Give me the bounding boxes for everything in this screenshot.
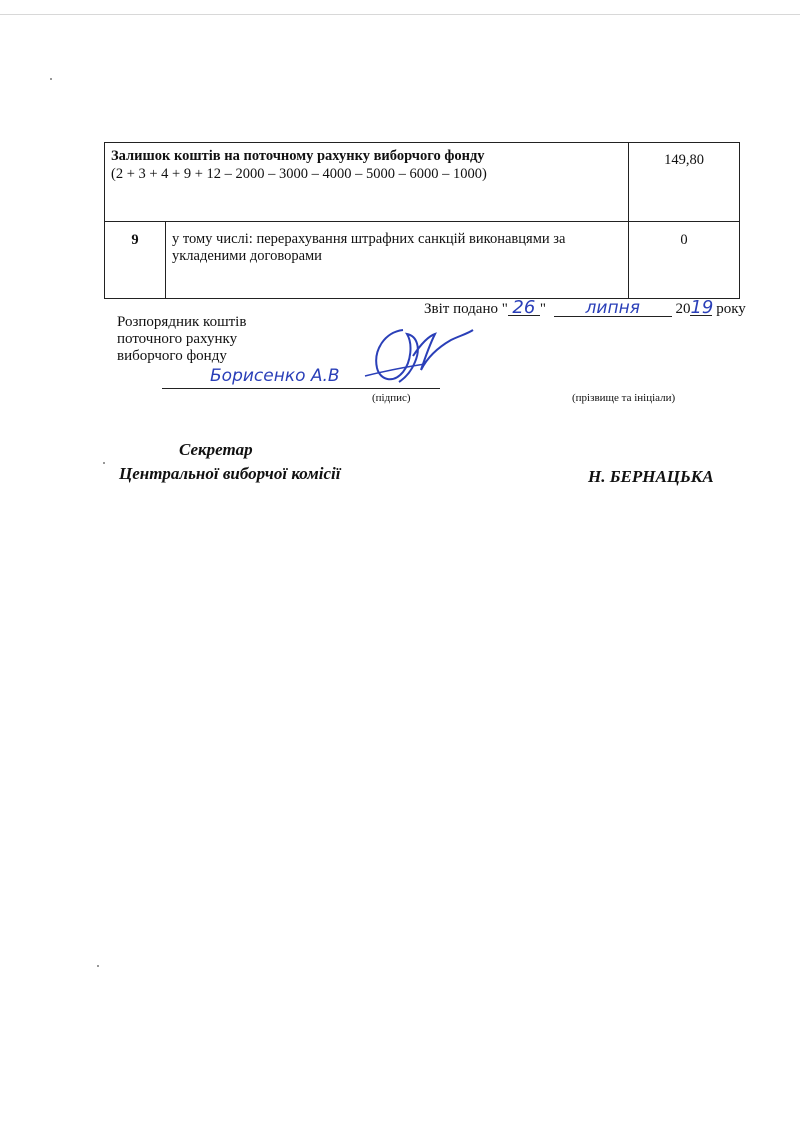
manager-label xyxy=(117,314,246,365)
row-description-cell xyxy=(166,222,629,299)
scan-speck xyxy=(50,78,52,80)
report-quote-close: " xyxy=(539,301,546,317)
signature-caption: (підпис) xyxy=(372,392,411,404)
total-formula: (2 + 3 + 4 + 9 + 12 – 2000 – 3000 – 4000 – 5000 – 6000 – 1000) xyxy=(111,166,487,182)
fund-balance-table xyxy=(104,142,740,299)
row-description-line2: укладеними договорами xyxy=(172,248,322,264)
secretary-name: Н. БЕРНАЦЬКА xyxy=(588,467,714,486)
report-prefix: Звіт подано " xyxy=(424,301,508,317)
report-suffix: року xyxy=(716,301,746,317)
row-value-cell xyxy=(629,222,740,299)
report-month: липня xyxy=(554,301,672,317)
total-value: 149,80 xyxy=(664,152,704,168)
manager-label-line3: виборчого фонду xyxy=(117,348,227,364)
row-value: 0 xyxy=(680,232,688,248)
report-date-line xyxy=(424,297,746,318)
secretary-organization: Центральної виборчої комісії xyxy=(119,464,341,483)
row-description-line1: у тому числі: перерахування штрафних санкцій виконавцями за xyxy=(172,231,566,247)
total-description-cell xyxy=(105,143,629,222)
scan-speck xyxy=(103,462,105,464)
secretary-title: Секретар xyxy=(179,440,253,459)
signature-mark xyxy=(355,322,475,392)
row-number: 9 xyxy=(131,232,139,248)
table-row-9 xyxy=(105,222,740,299)
report-year-prefix: 20 xyxy=(675,301,691,317)
row-number-cell xyxy=(105,222,166,299)
manager-label-line1: Розпорядник коштів xyxy=(117,314,247,330)
report-year-suffix: 19 xyxy=(690,297,714,318)
name-caption: (прізвище та ініціали) xyxy=(572,392,676,404)
report-day: 26 xyxy=(508,300,540,316)
manager-label-line2: поточного рахунку xyxy=(117,331,238,347)
scan-speck xyxy=(97,965,99,967)
manager-handwritten-name: Борисенко А.В xyxy=(210,366,340,386)
table-row-total xyxy=(105,143,740,222)
scan-edge-line xyxy=(0,14,800,15)
total-title: Залишок коштів на поточному рахунку виборчого фонду xyxy=(111,148,485,164)
total-value-cell xyxy=(629,143,740,222)
